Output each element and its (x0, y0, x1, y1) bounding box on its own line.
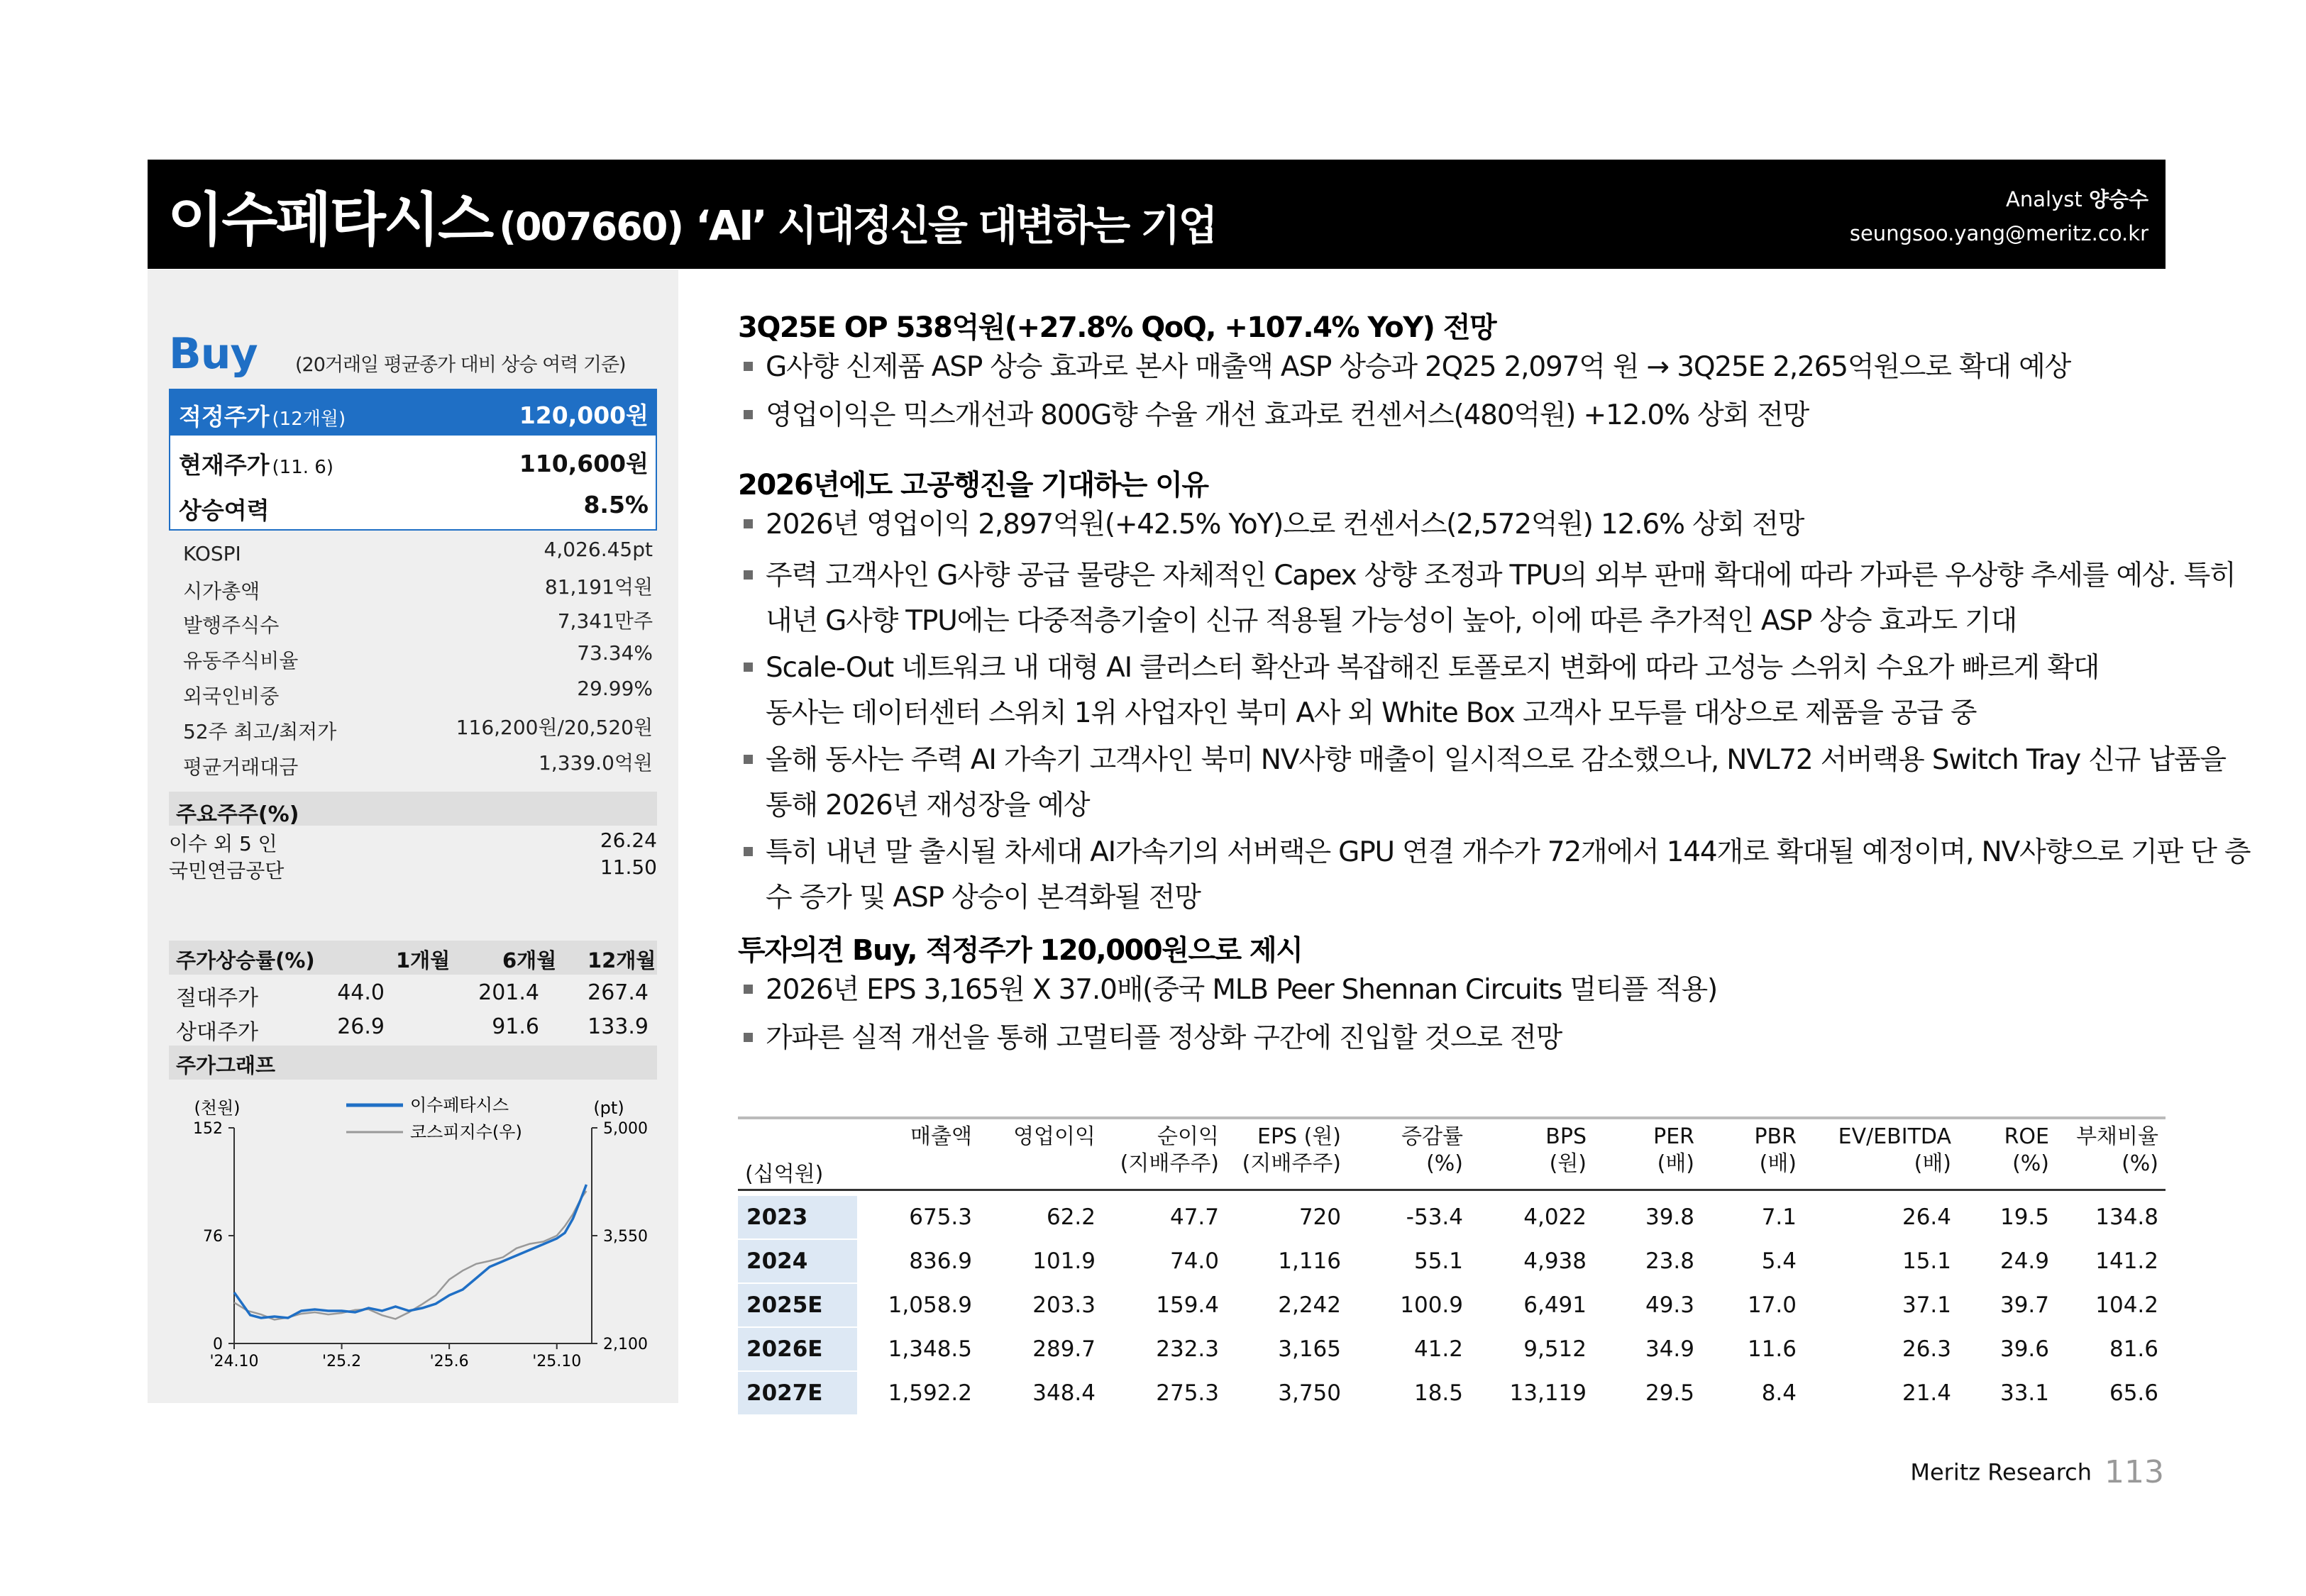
table-cell: 720 (1298, 1204, 1341, 1230)
table-cell: 104.2 (2095, 1292, 2158, 1318)
year-label: 2026E (746, 1336, 823, 1362)
table-cell: 159.4 (1156, 1292, 1219, 1318)
table-cell: 289.7 (1032, 1336, 1096, 1362)
financial-summary-table (738, 1116, 2166, 1406)
table-cell: 81.6 (2109, 1336, 2158, 1362)
table-cell: 13,119 (1509, 1380, 1587, 1406)
report-header (148, 160, 2166, 269)
bullet-item (738, 502, 1804, 548)
stat-row (176, 641, 653, 675)
bullet-item (738, 1016, 1562, 1061)
bullet-item (738, 393, 1809, 438)
series-line-kospi (234, 1191, 586, 1319)
bullet-text-cont: 내년 G사향 TPU에는 다중적층기술이 신규 적용될 가능성이 높아, 이에 따른 추가적인 ASP 상승 효과도 기대 (766, 605, 2017, 637)
bullet-text: G사향 신제품 ASP 상승 효과로 본사 매출액 ASP 상승과 2Q25 2,097억 원 → 3Q25E 2,265억원으로 확대 예상 (766, 351, 2071, 383)
x-tick-label: '24.10 (209, 1353, 259, 1370)
bullet-icon (744, 519, 753, 528)
table-row-year (738, 1372, 857, 1414)
table-cell: 55.1 (1413, 1248, 1463, 1274)
bullet-text: 영업이익은 믹스개선과 800G향 수율 개선 효과로 컨센서스(480억원) +12.0% 상회 전망 (766, 399, 1809, 431)
return-12m: 133.9 (587, 1014, 649, 1039)
year-label: 2027E (746, 1380, 823, 1406)
stat-label: 시가총액 (183, 580, 260, 603)
table-cell: 39.6 (1999, 1336, 2049, 1362)
column-header-line1: 부채비율 (2076, 1124, 2158, 1149)
x-tick-label: '25.10 (532, 1353, 582, 1370)
major-shareholders-header (169, 792, 657, 826)
table-cell: 203.3 (1032, 1292, 1096, 1318)
table-cell: 17.0 (1747, 1292, 1797, 1318)
table-column-header (910, 1124, 972, 1151)
column-header-line2: (배) (1759, 1151, 1797, 1176)
table-cell: 39.7 (1999, 1292, 2049, 1318)
return-row (169, 1010, 657, 1044)
left-tick-label: 152 (193, 1120, 223, 1138)
return-1m: 26.9 (337, 1014, 385, 1039)
table-cell: 18.5 (1413, 1380, 1463, 1406)
stat-row (176, 712, 653, 746)
legend-label-index: 코스피지수(우) (410, 1122, 522, 1142)
chart-plot-area (193, 1120, 648, 1370)
company-name: 이수페타시스 (167, 187, 492, 254)
table-cell: 675.3 (909, 1204, 972, 1230)
table-cell: 23.8 (1645, 1248, 1694, 1274)
return-header-1m: 1개월 (396, 948, 451, 972)
bullet-icon (744, 847, 753, 856)
bullet-icon (744, 570, 753, 580)
table-header-rule (738, 1189, 2166, 1191)
report-title (167, 174, 1216, 257)
x-tick-label: '25.6 (429, 1353, 469, 1370)
bullet-text: 가파른 실적 개선을 통해 고멀티플 정상화 구간에 진입할 것으로 전망 (766, 1022, 1562, 1054)
table-column-header (1401, 1124, 1463, 1177)
column-header-line1: ROE (2004, 1124, 2049, 1149)
stat-value: 116,200원/20,520원 (456, 716, 653, 739)
target-price-value: 120,000원 (519, 401, 649, 429)
bullet-item (738, 345, 2070, 390)
table-cell: 1,592.2 (888, 1380, 972, 1406)
stock-code: (007660) (499, 204, 683, 249)
table-row-year (738, 1284, 857, 1326)
table-row-year (738, 1328, 857, 1370)
table-cell: 141.2 (2095, 1248, 2158, 1274)
series-line-stock (234, 1185, 586, 1318)
table-cell: 62.2 (1046, 1204, 1096, 1230)
return-header-6m: 6개월 (502, 948, 557, 972)
table-cell: 836.9 (909, 1248, 972, 1274)
table-cell: 134.8 (2095, 1204, 2158, 1230)
table-column-header (1838, 1124, 1951, 1177)
column-header-line2: (지배주주) (1120, 1151, 1219, 1176)
bullet-item (738, 968, 1717, 1013)
rating-note: (20거래일 평균종가 대비 상승 여력 기준) (295, 354, 626, 376)
stat-value: 4,026.45pt (544, 538, 653, 561)
bullet-item (738, 830, 2250, 921)
bullet-icon (744, 663, 753, 672)
column-header-line1: EPS (원) (1257, 1124, 1341, 1149)
stat-label: 평균거래대금 (183, 755, 299, 779)
return-1m: 44.0 (337, 980, 385, 1005)
table-cell: 7.1 (1761, 1204, 1797, 1230)
bullet-item (738, 738, 2226, 829)
bullet-item (738, 645, 2099, 736)
table-cell: 5.4 (1761, 1248, 1797, 1274)
bullet-text: Scale-Out 네트워크 내 대형 AI 클러스터 확산과 복잡해진 토폴로지 변화에 따라 고성능 스위치 수요가 빠르게 확대 (766, 652, 2100, 684)
column-header-line1: BPS (1545, 1124, 1587, 1149)
table-cell: 19.5 (1999, 1204, 2049, 1230)
table-cell: 6,491 (1523, 1292, 1587, 1318)
table-cell: 39.8 (1645, 1204, 1694, 1230)
table-cell: 29.5 (1645, 1380, 1694, 1406)
target-price-period: (12개월) (272, 409, 346, 430)
table-column-header (1754, 1124, 1797, 1177)
table-cell: 8.4 (1761, 1380, 1797, 1406)
stat-value: 7,341만주 (557, 609, 653, 633)
upside-row (170, 484, 656, 529)
table-cell: 33.1 (1999, 1380, 2049, 1406)
return-header-row (169, 941, 657, 975)
column-header-line1: 영업이익 (1013, 1124, 1096, 1149)
column-header-line1: 순이익 (1157, 1124, 1219, 1149)
stat-row (176, 538, 653, 572)
right-tick-label: 5,000 (603, 1120, 648, 1138)
bullet-item (738, 553, 2236, 644)
section-heading: 3Q25E OP 538억원(+27.8% QoQ, +107.4% YoY) 전망 (738, 311, 1496, 344)
table-cell: 9,512 (1523, 1336, 1587, 1362)
section-heading: 투자의견 Buy, 적정주가 120,000원으로 제시 (738, 934, 1303, 967)
bullet-icon (744, 362, 753, 371)
return-header-label: 주가상승률(%) (176, 948, 315, 972)
table-cell: 49.3 (1645, 1292, 1694, 1318)
stat-label: 발행주식수 (183, 614, 280, 637)
return-12m: 267.4 (587, 980, 649, 1005)
column-header-line2: (배) (1657, 1151, 1694, 1176)
year-label: 2024 (746, 1248, 808, 1274)
table-row-year (738, 1240, 857, 1282)
table-cell: 101.9 (1032, 1248, 1096, 1274)
table-cell: 1,348.5 (888, 1336, 972, 1362)
stat-row (176, 572, 653, 606)
shareholder-stake: 26.24 (600, 829, 657, 852)
left-axis-unit: (천원) (194, 1098, 241, 1118)
page-number: 113 (2104, 1454, 2164, 1490)
bullet-icon (744, 755, 753, 764)
year-label: 2023 (746, 1204, 808, 1230)
column-header-line2: (배) (1914, 1151, 1951, 1176)
bullet-text-cont: 수 증가 및 ASP 상승이 본격화될 전망 (766, 882, 1201, 914)
table-cell: 26.4 (1902, 1204, 1951, 1230)
analyst-name: 양승수 (2088, 187, 2148, 211)
left-summary-panel (148, 270, 678, 1403)
table-cell: 24.9 (1999, 1248, 2049, 1274)
table-cell: 41.2 (1413, 1336, 1463, 1362)
table-cell: 4,938 (1523, 1248, 1587, 1274)
table-cell: 275.3 (1156, 1380, 1219, 1406)
column-header-line1: EV/EBITDA (1838, 1124, 1951, 1149)
bullet-text: 주력 고객사인 G사향 공급 물량은 자체적인 Capex 상향 조정과 TPU의 외부 판매 확대에 따라 가파른 우상향 추세를 예상. 특히 (766, 560, 2236, 592)
stat-label: KOSPI (183, 542, 241, 565)
table-column-header (2076, 1124, 2158, 1177)
column-header-line1: PBR (1754, 1124, 1797, 1149)
table-cell: 1,116 (1278, 1248, 1341, 1274)
column-header-line1: PER (1653, 1124, 1694, 1149)
table-cell: 3,750 (1278, 1380, 1341, 1406)
table-row-year (738, 1196, 857, 1238)
table-cell: 100.9 (1400, 1292, 1463, 1318)
bullet-text: 올해 동사는 주력 AI 가속기 고객사인 북미 NV사향 매출이 일시적으로 감소했으나, NVL72 서버랙용 Switch Tray 신규 납품을 (766, 744, 2226, 776)
table-cell: 26.3 (1902, 1336, 1951, 1362)
major-shareholders-title: 주요주주(%) (176, 802, 299, 827)
stat-value: 1,339.0억원 (539, 751, 653, 775)
stat-row (176, 748, 653, 782)
column-header-line2: (%) (2012, 1151, 2049, 1176)
stat-row (176, 677, 653, 711)
analyst-info (1850, 182, 2148, 250)
table-column-header (1242, 1124, 1341, 1177)
analyst-email[interactable]: seungsoo.yang@meritz.co.kr (1849, 221, 2148, 245)
table-cell: 65.6 (2109, 1380, 2158, 1406)
return-label: 절대주가 (176, 986, 258, 1011)
table-cell: 2,242 (1278, 1292, 1341, 1318)
rating-opinion: Buy (169, 329, 258, 379)
stat-value: 81,191억원 (544, 575, 653, 599)
page-footer (1910, 1454, 2164, 1490)
right-axis-unit: (pt) (593, 1098, 624, 1118)
table-cell: 15.1 (1902, 1248, 1951, 1274)
column-header-line2: (지배주주) (1242, 1151, 1341, 1176)
stat-value: 29.99% (577, 677, 653, 700)
right-tick-label: 2,100 (603, 1336, 648, 1353)
price-graph-header (169, 1046, 657, 1080)
table-cell: 47.7 (1169, 1204, 1219, 1230)
table-column-header (1013, 1124, 1096, 1151)
shareholder-stake: 11.50 (600, 855, 657, 879)
shareholder-name: 국민연금공단 (169, 859, 285, 882)
bullet-icon (744, 985, 753, 994)
stat-row (176, 606, 653, 640)
return-header-12m: 12개월 (587, 948, 656, 972)
table-cell: 11.6 (1747, 1336, 1797, 1362)
report-subtitle: ‘AI’ 시대정신을 대변하는 기업 (695, 201, 1216, 250)
year-label: 2025E (746, 1292, 823, 1318)
bullet-text: 2026년 영업이익 2,897억원(+42.5% YoY)으로 컨센서스(2,572억원) 12.6% 상회 전망 (766, 509, 1804, 541)
left-tick-label: 0 (213, 1336, 223, 1353)
table-cell: -53.4 (1406, 1204, 1463, 1230)
table-cell: 4,022 (1523, 1204, 1587, 1230)
current-price-label: 현재주가 (179, 451, 270, 479)
bullet-text: 특히 내년 말 출시될 차세대 AI가속기의 서버랙은 GPU 연결 개수가 72개에서 144개로 확대될 예정이며, NV사향으로 기판 단 층 (766, 836, 2251, 868)
table-cell: 1,058.9 (888, 1292, 972, 1318)
price-chart (169, 1085, 657, 1383)
table-column-header (2004, 1124, 2049, 1177)
bullet-text-cont: 통해 2026년 재성장을 예상 (766, 789, 1090, 821)
column-header-line2: (%) (1426, 1151, 1463, 1176)
table-column-header (1545, 1124, 1587, 1177)
table-cell: 37.1 (1902, 1292, 1951, 1318)
stat-value: 73.34% (577, 641, 653, 665)
table-top-rule (738, 1116, 2166, 1119)
column-header-line2: (원) (1549, 1151, 1587, 1176)
return-label: 상대주가 (176, 1020, 258, 1045)
analyst-label: Analyst (2006, 187, 2082, 211)
bullet-icon (744, 410, 753, 419)
current-price-date: (11. 6) (272, 457, 333, 478)
upside-label: 상승여력 (179, 497, 270, 524)
footer-brand: Meritz Research (1910, 1458, 2092, 1486)
table-cell: 3,165 (1278, 1336, 1341, 1362)
target-price-row (170, 390, 656, 436)
right-tick-label: 3,550 (603, 1228, 648, 1246)
table-cell: 74.0 (1169, 1248, 1219, 1274)
bullet-text: 2026년 EPS 3,165원 X 37.0배(중국 MLB Peer Shennan Circuits 멀티플 적용) (766, 974, 1717, 1006)
left-tick-label: 76 (203, 1228, 223, 1246)
bullet-icon (744, 1033, 753, 1042)
shareholder-name: 이수 외 5 인 (169, 832, 277, 855)
return-row (169, 976, 657, 1010)
table-unit: (십억원) (745, 1162, 824, 1187)
bullet-text-cont: 동사는 데이터센터 스위치 1위 사업자인 북미 A사 외 White Box 고객사 모두를 대상으로 제품을 공급 중 (766, 697, 1977, 729)
table-cell: 348.4 (1032, 1380, 1096, 1406)
column-header-line2: (%) (2122, 1151, 2158, 1176)
section-heading: 2026년에도 고공행진을 기대하는 이유 (738, 469, 1208, 501)
table-cell: 21.4 (1902, 1380, 1951, 1406)
price-graph-title: 주가그래프 (176, 1053, 276, 1077)
table-column-header (1653, 1124, 1694, 1177)
legend-label-stock: 이수페타시스 (410, 1095, 509, 1115)
upside-value: 8.5% (583, 491, 649, 519)
current-price-value: 110,600원 (519, 450, 649, 477)
target-price-label: 적정주가 (179, 403, 270, 431)
return-6m: 91.6 (492, 1014, 539, 1039)
stat-label: 52주 최고/최저가 (183, 720, 337, 743)
column-header-line1: 증감률 (1401, 1124, 1463, 1149)
current-price-row (170, 438, 656, 484)
return-6m: 201.4 (478, 980, 539, 1005)
x-tick-label: '25.2 (322, 1353, 362, 1370)
stat-label: 외국인비중 (183, 685, 280, 708)
column-header-line1: 매출액 (910, 1124, 972, 1149)
table-cell: 34.9 (1645, 1336, 1694, 1362)
stat-label: 유동주식비율 (183, 649, 299, 672)
table-column-header (1120, 1124, 1219, 1177)
table-cell: 232.3 (1156, 1336, 1219, 1362)
price-box (169, 389, 657, 531)
